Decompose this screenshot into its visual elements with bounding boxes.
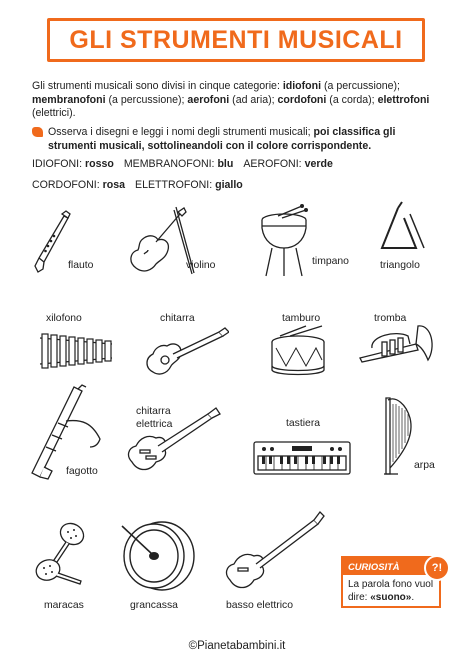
- category-elettrofoni: elettrofoni: [377, 93, 430, 106]
- intro-text: Gli strumenti musicali sono divisi in cinque categorie:: [32, 80, 283, 92]
- instrument-label: tamburo: [282, 313, 321, 324]
- instrument-label: xilofono: [46, 313, 82, 324]
- intro-text: (elettrici).: [32, 107, 76, 119]
- intro-text: (ad aria);: [229, 93, 278, 106]
- intro-text: (a corda);: [326, 93, 378, 106]
- curiosity-heading: CURIOSITÀ: [343, 558, 439, 575]
- legend-row-1: [32, 158, 333, 170]
- legend-color: rosa: [102, 179, 126, 191]
- legend-color: rosso: [84, 158, 114, 170]
- intro-paragraph: [32, 80, 446, 121]
- curiosity-word: «suono»: [370, 591, 412, 603]
- intro-text: (a percussione);: [105, 93, 188, 106]
- category-cordofoni: cordofoni: [277, 93, 327, 106]
- legend-row-2: [32, 179, 243, 191]
- category-membranofoni: membranofoni: [32, 93, 106, 106]
- guitar-icon: [143, 326, 229, 378]
- legend-key: ELETTROFONI:: [135, 179, 213, 191]
- instrument-label: chitarra elettrica: [136, 406, 173, 430]
- legend-key: AEROFONI:: [243, 158, 302, 170]
- footer-credit: ©Pianetabambini.it: [188, 640, 286, 652]
- electric-guitar-icon: [124, 404, 222, 478]
- curiosity-badge-icon: ?!: [424, 555, 450, 581]
- title-box: [47, 18, 425, 62]
- drum-icon: [266, 322, 330, 380]
- instrument-label: flauto: [68, 260, 94, 271]
- instrument-label: violino: [186, 260, 216, 271]
- pencil-bullet-icon: [32, 127, 43, 137]
- legend-color: giallo: [215, 179, 243, 191]
- instruction-bold: poi classifica gli strumenti musicali, sottolineandoli con il colore corrispondente.: [48, 126, 396, 152]
- instrument-label: grancassa: [130, 600, 178, 611]
- category-aerofoni: aerofoni: [187, 93, 230, 106]
- curiosity-text-part: La parola fono vuol dire:: [348, 579, 434, 603]
- instrument-label: fagotto: [66, 466, 98, 477]
- instruction: [32, 126, 446, 153]
- page-title: GLI STRUMENTI MUSICALI: [69, 25, 403, 54]
- instrument-label: tromba: [374, 313, 407, 324]
- instrument-label: tastiera: [286, 418, 321, 429]
- instruction-part: Osserva i disegni e leggi i nomi degli strumenti musicali;: [48, 126, 314, 138]
- instruction-text: [32, 126, 446, 153]
- curiosity-text: [348, 579, 439, 604]
- legend-color: verde: [304, 158, 333, 170]
- flute-icon: [30, 208, 72, 276]
- instrument-label: triangolo: [380, 260, 420, 271]
- legend-color: blu: [217, 158, 234, 170]
- curiosity-text-end: .: [411, 591, 415, 603]
- instrument-label: maracas: [44, 600, 84, 611]
- instrument-label: timpano: [312, 256, 349, 267]
- instrument-label: arpa: [414, 460, 435, 471]
- legend-key: IDIOFONI:: [32, 158, 83, 170]
- triangle-icon: [376, 200, 426, 258]
- category-idiofoni: idiofoni: [282, 80, 322, 92]
- timpani-icon: [258, 204, 310, 280]
- intro-text: (a percussione);: [321, 80, 400, 92]
- instrument-label: basso elettrico: [226, 600, 293, 611]
- xylophone-icon: [36, 330, 116, 372]
- bass-drum-icon: [118, 516, 198, 596]
- legend-key: CORDOFONI:: [32, 179, 100, 191]
- keyboard-icon: [252, 440, 352, 476]
- maracas-icon: [32, 520, 88, 588]
- instrument-label: chitarra: [160, 313, 195, 324]
- legend-key: MEMBRANOFONI:: [123, 158, 215, 170]
- bass-guitar-icon: [222, 508, 326, 592]
- trumpet-icon: [356, 320, 438, 370]
